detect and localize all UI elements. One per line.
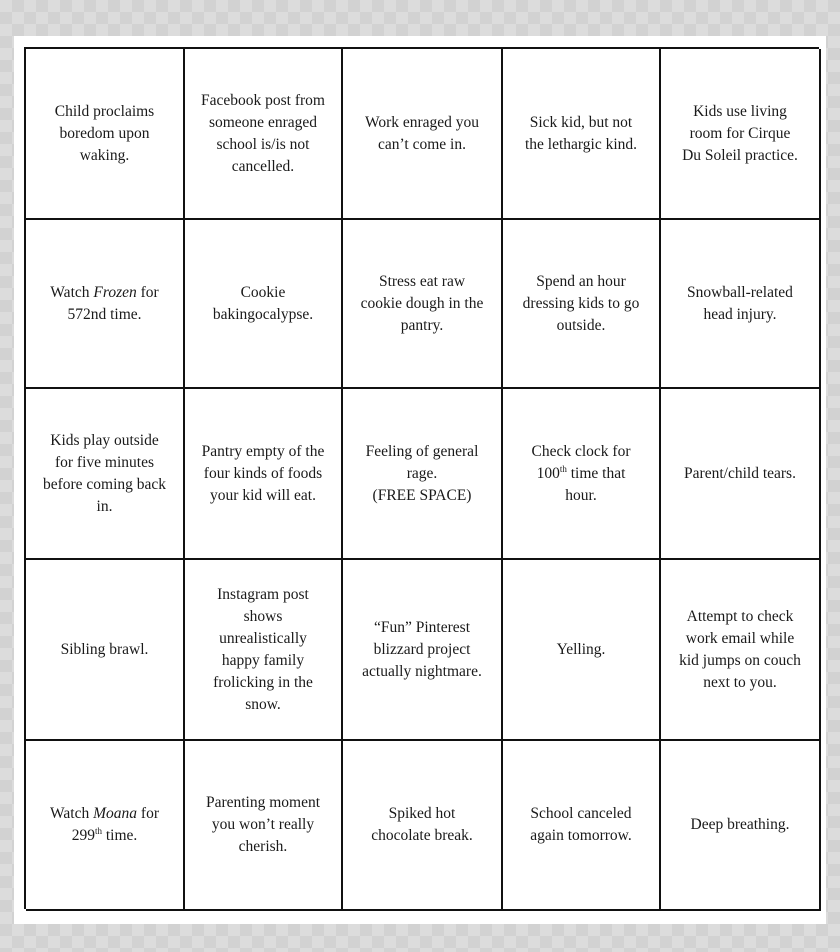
cell-text: Deep breathing. — [690, 816, 790, 833]
bingo-cell — [661, 389, 821, 560]
cell-text: Child proclaims boredom upon waking. — [54, 102, 155, 164]
bingo-cell — [503, 389, 661, 560]
cell-text: Attempt to check work email while kid jumps on couch next to you. — [679, 607, 801, 691]
cell-text: Check clock for 100th time that hour. — [531, 442, 631, 504]
bingo-cell — [26, 389, 185, 560]
cell-text: Cookie bakingocalypse. — [212, 283, 314, 323]
bingo-cell — [661, 220, 821, 389]
cell-text: Instagram post shows unrealistically happy family frolicking in the snow. — [213, 585, 313, 713]
cell-text: Spend an hour dressing kids to go outside. — [522, 272, 640, 334]
cell-text: Sibling brawl. — [60, 640, 149, 658]
bingo-cell — [503, 49, 661, 220]
cell-text: Facebook post from someone enraged school is/is not cancelled. — [201, 91, 325, 175]
cell-text: Parenting moment you won’t really cherish. — [205, 794, 321, 855]
cell-text: “Fun” Pinterest blizzard project actually nightmare. — [362, 618, 482, 680]
bingo-cell — [185, 220, 343, 389]
cell-text: Sick kid, but not the lethargic kind. — [524, 113, 638, 153]
cell-text: Kids use living room for Cirque Du Soleil practice. — [682, 102, 798, 164]
bingo-board — [24, 47, 819, 909]
cell-text: Stress eat raw cookie dough in the pantry. — [360, 272, 484, 334]
cell-text: Snowball-related head injury. — [687, 283, 793, 323]
bingo-cell — [503, 560, 661, 741]
cell-text: Spiked hot chocolate break. — [371, 805, 473, 844]
bingo-cell — [185, 389, 343, 560]
cell-text: Pantry empty of the four kinds of foods your kid will eat. — [201, 442, 325, 504]
cell-text: Watch Frozen for 572nd time. — [50, 283, 159, 323]
bingo-cell — [661, 560, 821, 741]
cell-text: Kids play outside for five minutes before coming back in. — [42, 431, 167, 515]
bingo-cell — [343, 49, 503, 220]
bingo-cell — [185, 560, 343, 741]
bingo-cell — [661, 741, 821, 911]
cell-text: Feeling of general rage. (FREE SPACE) — [365, 442, 479, 504]
bingo-free-space — [343, 389, 503, 560]
bingo-cell — [26, 560, 185, 741]
cell-text: Yelling. — [556, 640, 606, 658]
bingo-cell — [343, 560, 503, 741]
bingo-cell — [26, 741, 185, 911]
bingo-cell — [503, 220, 661, 389]
cell-text: Parent/child tears. — [684, 464, 796, 482]
bingo-cell — [26, 49, 185, 220]
bingo-cell — [343, 220, 503, 389]
cell-text: School canceled again tomorrow. — [530, 805, 632, 844]
bingo-cell — [185, 49, 343, 220]
cell-text: Watch Moana for 299th time. — [50, 805, 159, 844]
bingo-cell — [185, 741, 343, 911]
cell-text: Work enraged you can’t come in. — [364, 113, 480, 153]
bingo-cell — [661, 49, 821, 220]
bingo-cell — [343, 741, 503, 911]
bingo-cell — [26, 220, 185, 389]
bingo-cell — [503, 741, 661, 911]
